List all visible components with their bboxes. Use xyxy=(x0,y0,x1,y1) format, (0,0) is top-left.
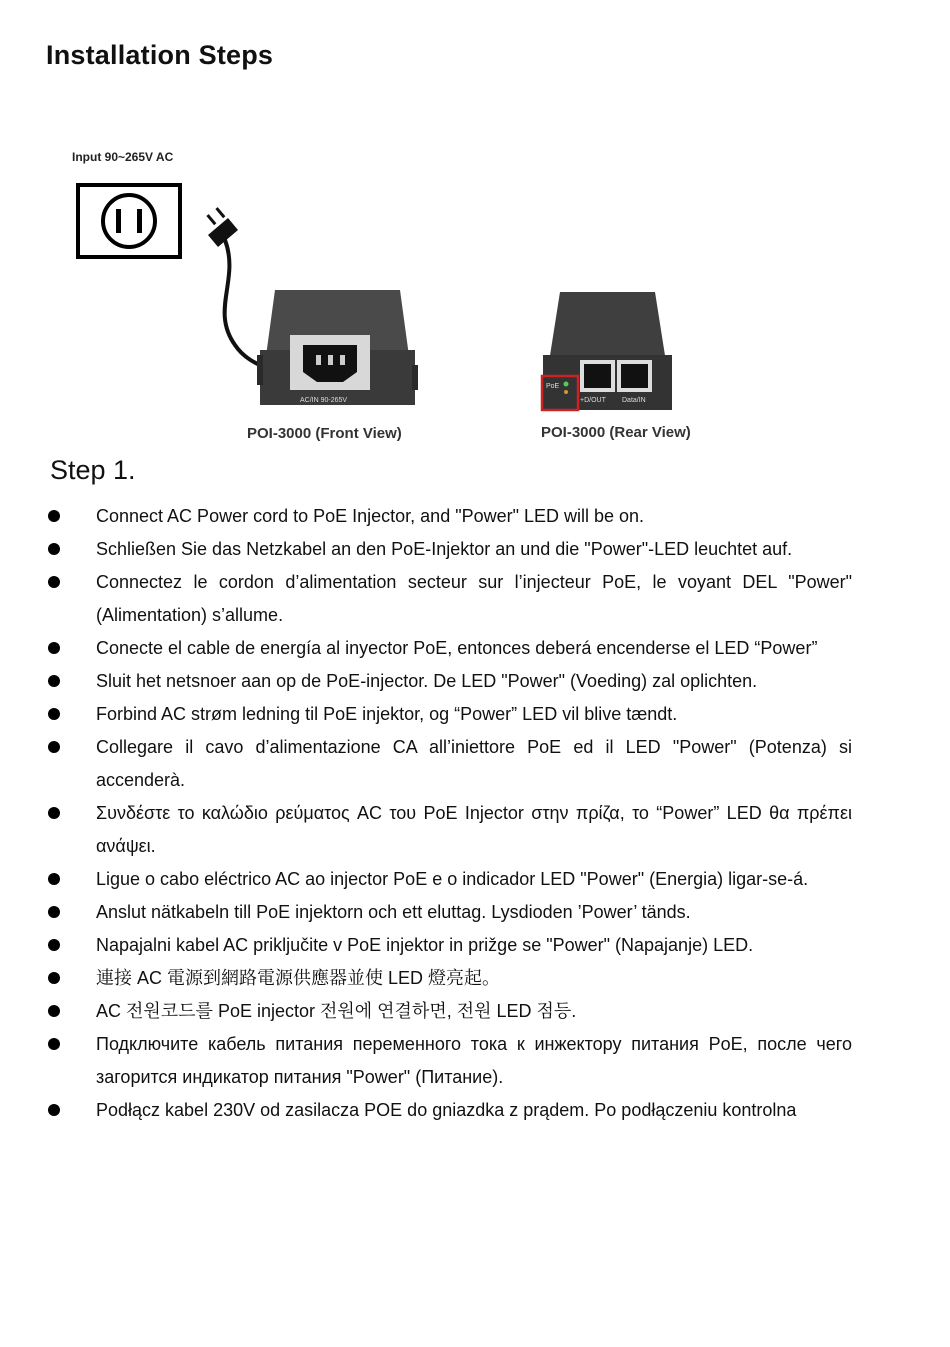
list-item xyxy=(0,500,950,533)
bullet-icon xyxy=(48,741,60,753)
bullet-icon xyxy=(48,576,60,588)
list-item xyxy=(0,995,950,1028)
list-item-text: Anslut nätkabeln till PoE injektorn och ett eluttag. Lysdioden ’Power’ tänds. xyxy=(96,902,691,922)
bullet-icon xyxy=(48,675,60,687)
rear-port2-label: Data/IN xyxy=(622,397,646,404)
list-item-text: Connectez le cordon d’alimentation secteur sur l’injecteur PoE, le voyant DEL "Power" (Alimentation) s’allume. xyxy=(96,572,852,625)
list-item-text: Ligue o cabo eléctrico AC ao injector PoE e o indicador LED "Power" (Energia) ligar-se-á. xyxy=(96,869,809,889)
outlet-socket xyxy=(103,195,155,247)
rear-port1-label: +D/OUT xyxy=(580,397,606,404)
bullet-icon xyxy=(48,939,60,951)
list-item-text: Schließen Sie das Netzkabel an den PoE-Injektor an und die "Power"-LED leuchtet auf. xyxy=(96,539,793,559)
bullet-icon xyxy=(48,906,60,918)
list-item xyxy=(0,665,950,698)
list-item xyxy=(0,929,950,962)
list-item xyxy=(0,962,950,995)
injector-front-view xyxy=(257,290,418,405)
list-item-text: Napajalni kabel AC priključite v PoE injektor in prižge se "Power" (Napajanje) LED. xyxy=(96,935,754,955)
step-instruction-list xyxy=(0,500,950,1127)
list-item-text: Conecte el cable de energía al inyector PoE, entonces deberá encenderse el LED “Power” xyxy=(96,638,818,658)
bullet-icon xyxy=(48,807,60,819)
power-plug-icon xyxy=(206,207,270,370)
injector-rear-view xyxy=(542,292,672,410)
list-item-text: Podłącz kabel 230V od zasilacza POE do gniazdka z prądem. Po podłączeniu kontrolna xyxy=(96,1100,797,1120)
list-item-text: Collegare il cavo d’alimentazione CA all’iniettore PoE ed il LED "Power" (Potenza) si accenderà. xyxy=(96,737,852,790)
bullet-icon xyxy=(48,873,60,885)
bullet-icon xyxy=(48,1038,60,1050)
rear-poe-led-label: PoE xyxy=(546,383,560,390)
list-item xyxy=(0,533,950,566)
list-item-text: Connect AC Power cord to PoE Injector, and "Power" LED will be on. xyxy=(96,506,645,526)
list-item xyxy=(0,1028,950,1094)
list-item xyxy=(0,863,950,896)
rj45-port-icon xyxy=(621,364,648,388)
list-item-text: Forbind AC strøm ledning til PoE injektor, og “Power” LED vil blive tændt. xyxy=(96,704,678,724)
bullet-icon xyxy=(48,642,60,654)
bullet-icon xyxy=(48,708,60,720)
list-item xyxy=(0,896,950,929)
list-item-text: Συνδέστε το καλώδιο ρεύματος AC του PoE Injector στην πρίζα, το “Power” LED θα πρέπει ανάψει. xyxy=(96,803,852,856)
list-item-text: 連接 AC 電源到網路電源供應器並使 LED 燈亮起。 xyxy=(96,968,501,988)
bullet-icon xyxy=(48,543,60,555)
step-heading: Step 1. xyxy=(50,455,136,485)
page-title: Installation Steps xyxy=(46,40,274,70)
bullet-icon xyxy=(48,510,60,522)
rear-view-caption: POI-3000 (Rear View) xyxy=(541,424,691,441)
list-item-text: Подключите кабель питания переменного тока к инжектору питания PoE, после чего загорится индикатор питания "Power" (Питание). xyxy=(96,1034,852,1087)
list-item-text: AC 전원코드를 PoE injector 전원에 연결하면, 전원 LED 점등. xyxy=(96,1001,577,1021)
bullet-icon xyxy=(48,972,60,984)
list-item xyxy=(0,566,950,632)
list-item xyxy=(0,731,950,797)
list-item xyxy=(0,632,950,665)
front-port-label: AC/IN 90-265V xyxy=(300,397,348,404)
bullet-icon xyxy=(48,1005,60,1017)
list-item xyxy=(0,698,950,731)
list-item xyxy=(0,797,950,863)
front-view-caption: POI-3000 (Front View) xyxy=(247,425,402,442)
installation-figure xyxy=(60,140,740,450)
list-item xyxy=(0,1094,950,1127)
rj45-port-icon xyxy=(584,364,611,388)
input-voltage-label: Input 90~265V AC xyxy=(72,150,174,164)
list-item-text: Sluit het netsnoer aan op de PoE-injector. De LED "Power" (Voeding) zal oplichten. xyxy=(96,671,758,691)
bullet-icon xyxy=(48,1104,60,1116)
